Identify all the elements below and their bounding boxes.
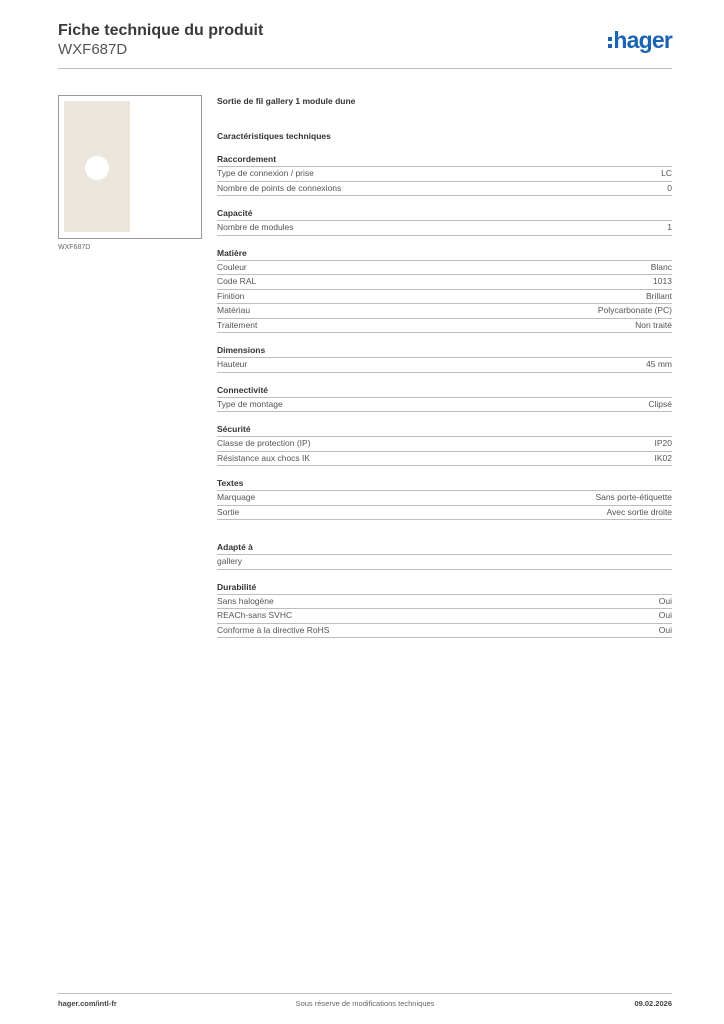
spec-value: Polycarbonate (PC) <box>597 305 672 315</box>
spec-row <box>217 319 672 334</box>
spec-label: Sortie <box>217 506 240 517</box>
spec-value: Brillant <box>646 290 672 301</box>
footer-date: 09.02.2026 <box>634 999 672 1008</box>
spec-sections <box>217 154 672 638</box>
spec-label: Conforme à la directive RoHS <box>217 624 330 635</box>
spec-label: Résistance aux chocs IK <box>217 452 311 463</box>
footer-website-link[interactable]: hager.com/intl-fr <box>58 999 117 1008</box>
section-title: Sécurité <box>217 424 672 437</box>
spec-row <box>217 555 672 570</box>
spec-value: IP20 <box>654 438 672 448</box>
spec-row <box>217 398 672 413</box>
product-image <box>64 101 130 232</box>
spec-section <box>217 542 672 570</box>
spec-row <box>217 275 672 290</box>
section-title: Matière <box>217 248 672 261</box>
spec-section <box>217 345 672 373</box>
spec-label: gallery <box>217 556 243 566</box>
spec-row <box>217 221 672 236</box>
spec-label: Classe de protection (IP) <box>217 438 311 448</box>
spec-value: 0 <box>667 182 672 193</box>
spec-label: Sans halogène <box>217 595 274 606</box>
spec-row <box>217 358 672 373</box>
spec-row <box>217 261 672 276</box>
spec-content <box>217 95 672 638</box>
spec-value: LC <box>661 168 672 178</box>
spec-value: 45 mm <box>646 359 672 369</box>
spec-label: Finition <box>217 290 245 301</box>
spec-value: Oui <box>658 595 672 606</box>
spec-value: 1 <box>667 222 672 232</box>
spec-section <box>217 385 672 413</box>
spec-value: Oui <box>658 624 672 635</box>
logo-dots-icon <box>608 37 612 48</box>
spec-value: Sans porte-étiquette <box>595 492 672 502</box>
section-title: Adapté à <box>217 542 672 555</box>
section-title: Textes <box>217 478 672 491</box>
spec-value: Non traité <box>635 319 672 330</box>
spec-value: Oui <box>658 610 672 620</box>
spec-section <box>217 248 672 334</box>
section-title: Raccordement <box>217 154 672 167</box>
spec-row <box>217 491 672 506</box>
page-header <box>58 21 672 71</box>
spec-row <box>217 182 672 197</box>
spec-value: Blanc <box>650 261 672 272</box>
characteristics-title: Caractéristiques techniques <box>217 131 331 141</box>
spec-row <box>217 624 672 639</box>
page-title: Fiche technique du produit <box>58 22 264 39</box>
section-title: Capacité <box>217 208 672 221</box>
spec-label: Couleur <box>217 261 247 272</box>
wire-outlet-hole <box>85 156 109 180</box>
spec-row <box>217 452 672 467</box>
spec-label: Traitement <box>217 319 258 330</box>
section-title: Durabilité <box>217 582 672 595</box>
product-description: Sortie de fil gallery 1 module dune <box>217 96 356 106</box>
spec-row <box>217 595 672 610</box>
spec-value: Avec sortie droite <box>606 506 672 517</box>
spec-section <box>217 154 672 196</box>
spec-label: Nombre de points de connexions <box>217 182 342 193</box>
spec-section <box>217 424 672 466</box>
spec-section <box>217 208 672 236</box>
spec-value: 1013 <box>653 276 672 286</box>
spec-label: Matériau <box>217 305 251 315</box>
spec-label: Marquage <box>217 492 256 502</box>
section-title: Dimensions <box>217 345 672 358</box>
footer-disclaimer: Sous réserve de modifications techniques <box>295 999 435 1008</box>
hager-logo <box>608 27 672 54</box>
spec-label: Type de montage <box>217 398 283 409</box>
spec-value: Clipsé <box>648 398 672 409</box>
footer-divider <box>58 993 672 994</box>
logo-text: hager <box>613 27 672 53</box>
spec-row <box>217 304 672 319</box>
spec-row <box>217 609 672 624</box>
product-image-frame <box>58 95 202 239</box>
section-title: Connectivité <box>217 385 672 398</box>
spec-label: Code RAL <box>217 276 257 286</box>
spec-row <box>217 506 672 521</box>
spec-section <box>217 582 672 639</box>
product-image-caption: WXF687D <box>58 244 91 251</box>
product-reference: WXF687D <box>58 41 128 58</box>
spec-label: REACh-sans SVHC <box>217 610 293 620</box>
spec-row <box>217 290 672 305</box>
spec-label: Hauteur <box>217 359 248 369</box>
spec-row <box>217 437 672 452</box>
spec-section <box>217 478 672 520</box>
spec-label: Type de connexion / prise <box>217 168 314 178</box>
spec-label: Nombre de modules <box>217 222 294 232</box>
header-divider <box>58 68 672 69</box>
spec-value: IK02 <box>654 452 672 463</box>
spec-row <box>217 167 672 182</box>
